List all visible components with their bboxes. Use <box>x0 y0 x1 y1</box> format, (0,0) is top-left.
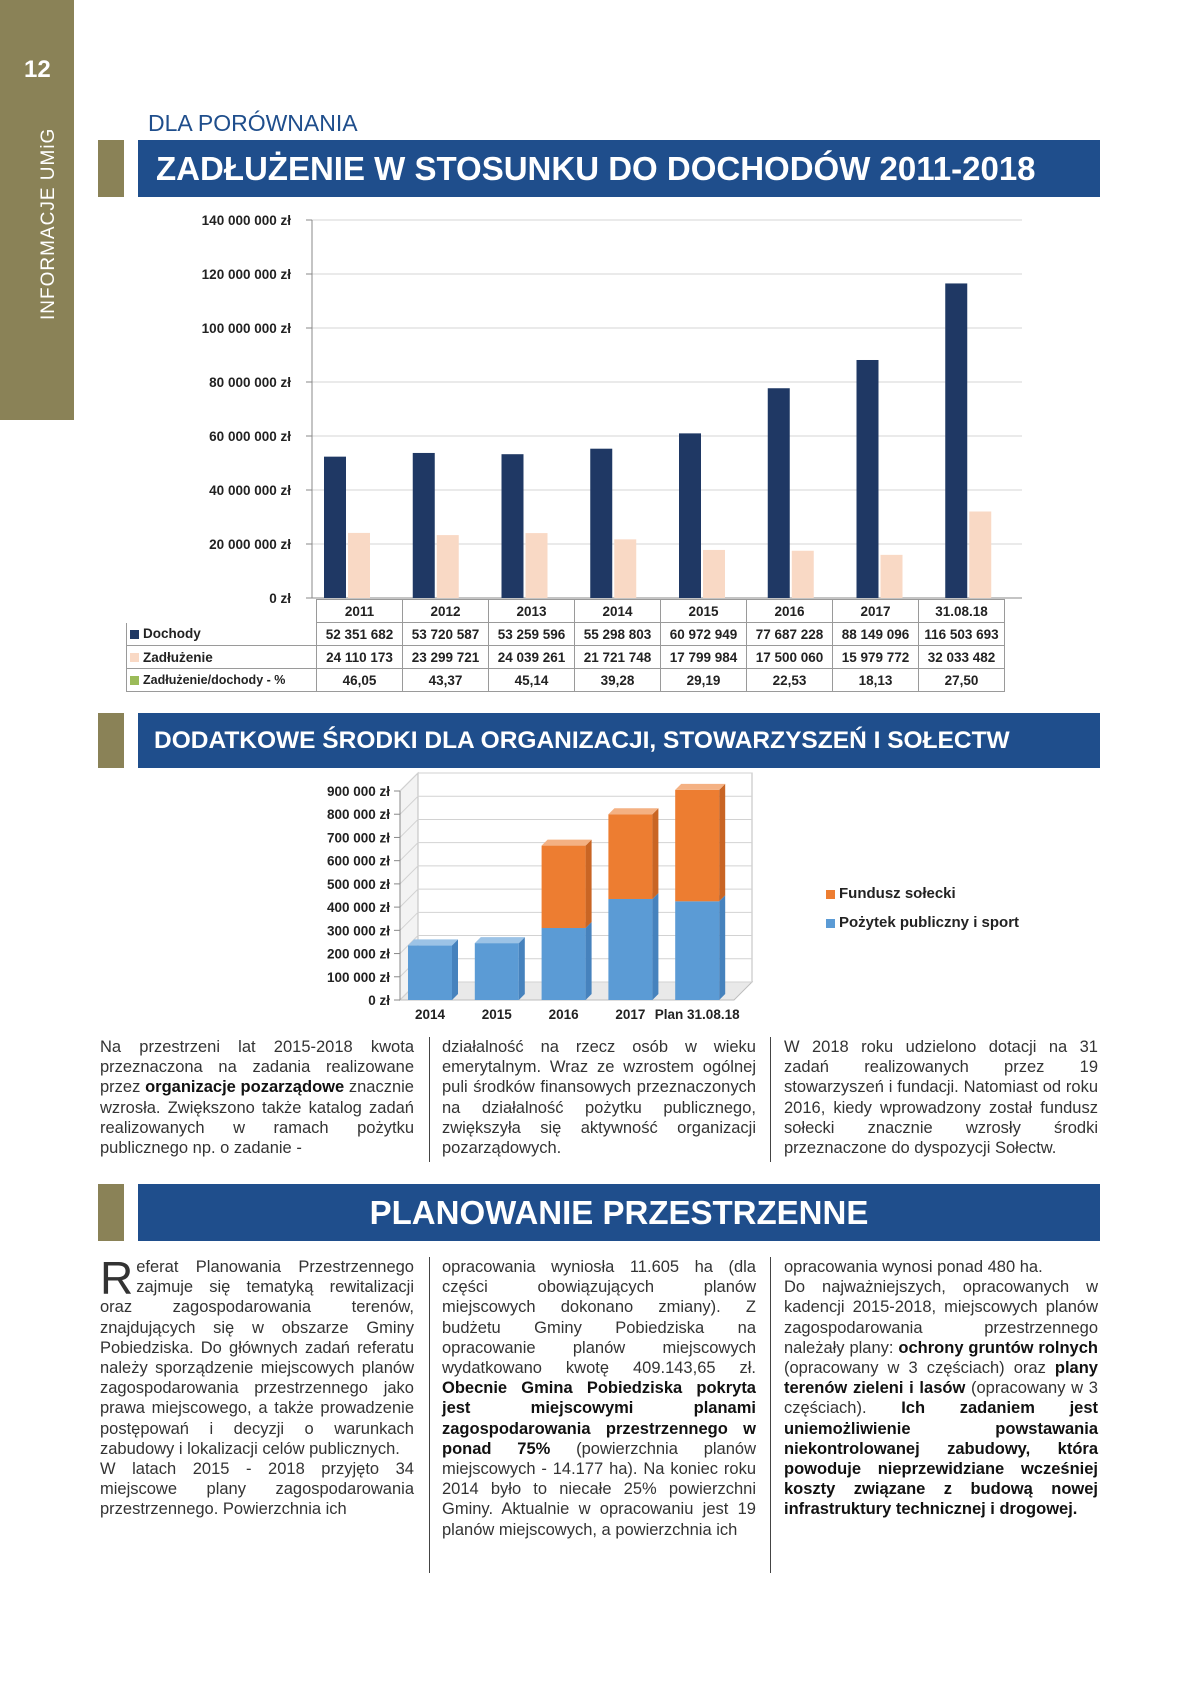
bar-pozytek-side <box>652 893 658 1000</box>
bar-fundusz-top <box>675 784 725 790</box>
legend-label: Fundusz sołecki <box>839 885 956 902</box>
column-divider <box>429 1037 430 1162</box>
bar-zadluzenie <box>348 533 370 598</box>
header-accent-2 <box>98 713 124 768</box>
section2-title: DODATKOWE ŚRODKI DLA ORGANIZACJI, STOWARZYSZEŃ I SOŁECTW <box>138 713 1100 768</box>
bar-dochody <box>945 283 967 598</box>
bar-pozytek-top <box>475 937 525 943</box>
category-label: 2013 <box>489 600 575 623</box>
bar-dochody <box>768 388 790 598</box>
bar-fundusz <box>675 790 719 901</box>
y-tick-label: 800 000 zł <box>326 807 390 823</box>
y-tick-label: 700 000 zł <box>326 830 390 846</box>
dochody-swatch <box>130 630 139 639</box>
pozytek-swatch <box>826 919 835 928</box>
chart1-data-table <box>126 599 1005 692</box>
y-tick-label: 500 000 zł <box>326 876 390 892</box>
y-tick-label: 0 zł <box>368 993 390 1008</box>
table-cell: 23 299 721 <box>403 646 489 669</box>
bar-pozytek-side <box>519 937 525 1000</box>
legend-label: Pożytek publiczny i sport <box>839 914 1020 931</box>
series-label: Zadłużenie <box>143 649 213 665</box>
category-label: 2012 <box>403 600 489 623</box>
y-tick-label: 100 000 000 zł <box>201 321 291 336</box>
fundusz-swatch <box>826 890 835 899</box>
table-row <box>127 646 1005 669</box>
text1-col1: Na przestrzeni lat 2015-2018 kwota przeznaczona na zadania realizowane przez organizacje pozarządowe znacznie wzrosła. Zwiększono także katalog zadań realizowanych w ramach pożytku publicznego np. o zadanie - <box>100 1038 414 1158</box>
bar-pozytek-side <box>586 922 592 1000</box>
section-label: INFORMACJE UMiG <box>38 127 59 320</box>
bar-pozytek <box>608 899 652 1000</box>
table-cell: 24 110 173 <box>317 646 403 669</box>
table-cell: 27,50 <box>919 669 1005 692</box>
bar-dochody <box>324 457 346 598</box>
bar-fundusz-top <box>608 808 658 814</box>
bar-zadluzenie <box>881 555 903 598</box>
bar-pozytek <box>675 901 719 1000</box>
table-cell: 15 979 772 <box>833 646 919 669</box>
table-cell: 17 500 060 <box>747 646 833 669</box>
bar-fundusz-side <box>652 808 658 899</box>
table-cell: 88 149 096 <box>833 623 919 646</box>
y-tick-label: 20 000 000 zł <box>209 537 291 552</box>
text2-col1: Referat Planowania Przestrzennego zajmuje się tematyką rewitalizacji oraz zagospodarowania terenów, znajdujących się w obszarze Gminy Pobiedziska. Do głównych zadań referatu należy sporządzenie miejscowych planów zagospodarowania przestrzennego jako prawa miejscowego, a także prowadzenie postępowań i decyzji o warunkach zabudowy i lokalizacji celów publicznych. W latach 2015 - 2018 przyjęto 34 miejscowe plany zagospodarowania przestrzennego. Powierzchnia ich <box>100 1252 414 1519</box>
table-header-row <box>127 600 1005 623</box>
table-row <box>127 623 1005 646</box>
table-cell: 39,28 <box>575 669 661 692</box>
bar-fundusz <box>542 846 586 928</box>
section1-title: ZADŁUŻENIE W STOSUNKU DO DOCHODÓW 2011-2018 <box>138 140 1100 197</box>
category-label: 2015 <box>661 600 747 623</box>
text1-col3: W 2018 roku udzielono dotacji na 31 zadań realizowanych przez 19 stowarzyszeń i fundacji. Natomiast od roku 2016, kiedy wprowadzony został fundusz sołecki znacznie wzrosły środki przeznaczone do dyspozycji Sołectw. <box>784 1038 1098 1158</box>
zadluzenie-swatch <box>130 653 139 662</box>
ratio-swatch <box>130 676 139 685</box>
x-tick-label: 2016 <box>548 1007 579 1022</box>
table-cell: 46,05 <box>317 669 403 692</box>
table-cell: 18,13 <box>833 669 919 692</box>
table-cell: 45,14 <box>489 669 575 692</box>
bar-dochody <box>679 433 701 598</box>
bar-pozytek-top <box>408 939 458 945</box>
bar-fundusz <box>608 814 652 899</box>
category-label: 2017 <box>833 600 919 623</box>
table-cell: 24 039 261 <box>489 646 575 669</box>
category-label: 2014 <box>575 600 661 623</box>
section3-title: PLANOWANIE PRZESTRZENNE <box>138 1184 1100 1241</box>
header-accent-3 <box>98 1184 124 1241</box>
bar-zadluzenie <box>703 550 725 598</box>
y-tick-label: 900 000 zł <box>326 784 390 799</box>
y-tick-label: 0 zł <box>269 591 291 606</box>
y-tick-label: 200 000 zł <box>326 946 390 962</box>
column-divider <box>770 1037 771 1162</box>
category-label: 2011 <box>317 600 403 623</box>
text2-col2: opracowania wyniosła 11.605 ha (dla części obowiązujących planów miejscowych dokonano zmiany). Z budżetu Gminy Pobiedziska na opracowanie planów miejscowych wydatkowano kwotę 409.143,65 zł. Obecnie Gmina Pobiedziska pokryta jest miejscowymi planami zagospodarowania przestrzennego w ponad 75% (powierzchnia planów miejscowych - 14.177 ha). Na koniec roku 2014 było to niecałe 25% powierzchni Gminy. Aktualnie w opracowaniu jest 19 planów miejscowych, a powierzchnia ich <box>442 1258 756 1539</box>
x-tick-label: 2015 <box>481 1007 512 1022</box>
drop-cap: R <box>100 1252 134 1304</box>
y-tick-label: 60 000 000 zł <box>209 429 291 444</box>
table-cell: 21 721 748 <box>575 646 661 669</box>
table-cell: 17 799 984 <box>661 646 747 669</box>
bar-fundusz-top <box>542 840 592 846</box>
kicker-label: DLA PORÓWNANIA <box>148 110 358 136</box>
category-label: 2016 <box>747 600 833 623</box>
bar-fundusz-side <box>586 840 592 928</box>
bar-dochody <box>590 449 612 598</box>
text2-col3: opracowania wynosi ponad 480 ha. Do najważniejszych, opracowanych w kadencji 2015-2018, miejscowych planów zagospodarowania przestrzennego należały plany: ochrony gruntów rolnych (opracowany w 3 częściach) oraz plany terenów zieleni i lasów (opracowany w 3 częściach). Ich zadaniem jest uniemożliwienie powstawania niekontrolowanej zabudowy, która powoduje nieprzewidziane wcześniej koszty związane z budową nowej infrastruktury technicznej i drogowej. <box>784 1258 1099 1519</box>
page-number: 12 <box>24 56 51 83</box>
table-cell: 43,37 <box>403 669 489 692</box>
bar-zadluzenie <box>614 539 636 598</box>
bar-zadluzenie <box>792 551 814 598</box>
y-tick-label: 100 000 zł <box>326 969 390 985</box>
bar-zadluzenie <box>526 533 548 598</box>
column-divider <box>770 1257 771 1573</box>
table-row <box>127 669 1005 692</box>
bar-pozytek-side <box>719 895 725 1000</box>
series-label: Dochody <box>143 626 201 642</box>
y-tick-label: 400 000 zł <box>326 900 390 916</box>
table-cell: 52 351 682 <box>317 623 403 646</box>
bar-pozytek <box>542 928 586 1000</box>
y-tick-label: 600 000 zł <box>326 853 390 869</box>
legend-item <box>826 914 1019 931</box>
bar-zadluzenie <box>969 512 991 598</box>
bar-pozytek <box>408 945 452 1000</box>
y-tick-label: 120 000 000 zł <box>201 267 291 282</box>
bar-pozytek-side <box>452 939 458 1000</box>
table-cell: 77 687 228 <box>747 623 833 646</box>
text1-col2: działalność na rzecz osób w wieku emerytalnym. Wraz ze wzrostem ogólnej puli środków finansowych przeznaczonych na działalność pożytku publicznego, zwiększyła się aktywność organizacji pozarządowych. <box>442 1038 756 1158</box>
table-cell: 29,19 <box>661 669 747 692</box>
chart2-legend <box>826 885 1019 943</box>
table-cell: 32 033 482 <box>919 646 1005 669</box>
table-cell: 22,53 <box>747 669 833 692</box>
bar-dochody <box>502 454 524 598</box>
y-tick-label: 140 000 000 zł <box>201 213 291 228</box>
table-cell: 55 298 803 <box>575 623 661 646</box>
table-cell: 53 259 596 <box>489 623 575 646</box>
y-tick-label: 80 000 000 zł <box>209 375 291 390</box>
x-tick-label: 2014 <box>414 1007 446 1022</box>
category-label: 31.08.18 <box>919 600 1005 623</box>
y-tick-label: 300 000 zł <box>326 923 390 939</box>
bar-zadluzenie <box>437 535 459 598</box>
bar-dochody <box>413 453 435 598</box>
x-tick-label: Plan 31.08.18 <box>654 1007 740 1022</box>
table-cell: 53 720 587 <box>403 623 489 646</box>
x-tick-label: 2017 <box>615 1007 646 1022</box>
y-tick-label: 40 000 000 zł <box>209 483 291 498</box>
table-cell: 60 972 949 <box>661 623 747 646</box>
legend-item <box>826 885 1019 902</box>
series-label: Zadłużenie/dochody - % <box>143 673 286 687</box>
table-cell: 116 503 693 <box>919 623 1005 646</box>
bar-fundusz-side <box>719 784 725 901</box>
bar-dochody <box>857 360 879 598</box>
column-divider <box>429 1257 430 1573</box>
bar-pozytek <box>475 943 519 1000</box>
